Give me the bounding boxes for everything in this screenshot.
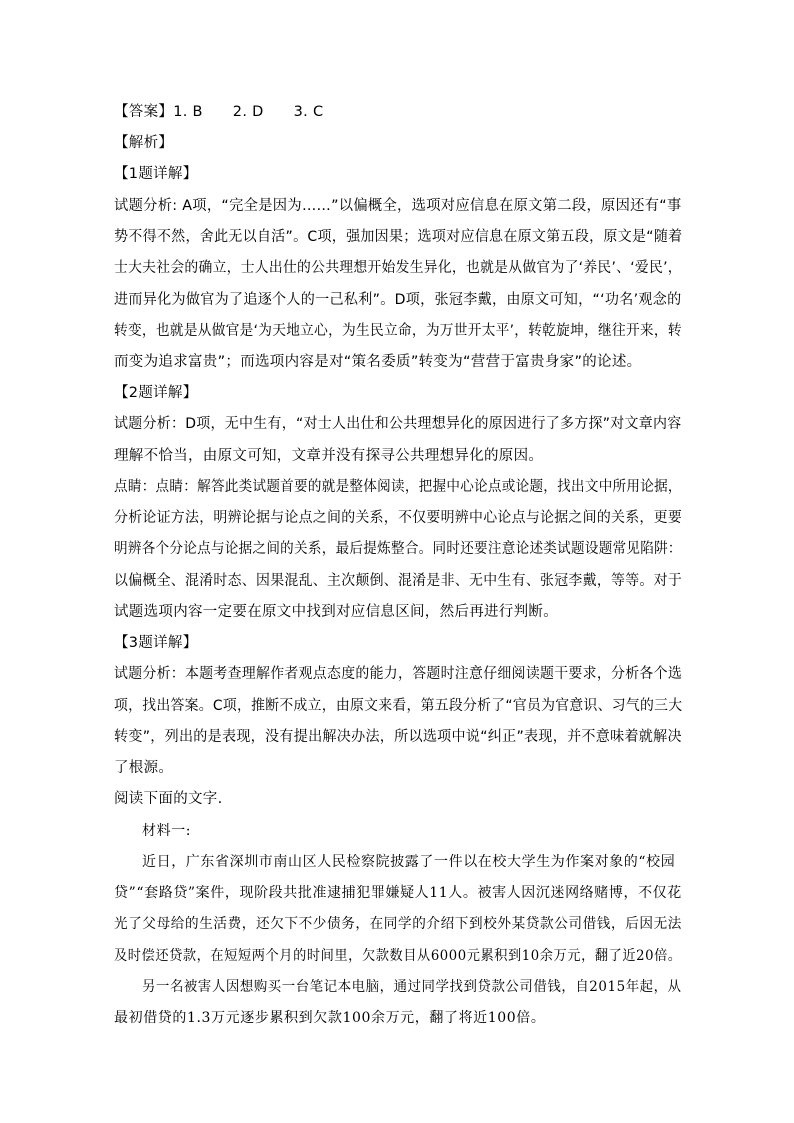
material-paragraph-line: 光了父母给的生活费，还欠下不少债务，在同学的介绍下到校外某贷款公司借钱，后因无法 (114, 916, 682, 932)
material-paragraph-line: 及时偿还贷款，在短短两个月的时间里，欠款数目从6000元累积到10余万元，翻了近20倍。 (114, 948, 682, 964)
q1-text-line: 进而异化为做官为了追逐个人的一己私利”。D项，张冠李戴，由原文可知，“‘功名’观念的 (114, 292, 682, 308)
q2-heading: 【2题详解】 (114, 385, 198, 401)
answer-3: 3. C (293, 104, 324, 120)
q3-text-line: 试题分析：本题考查理解作者观点态度的能力，答题时注意仔细阅读题干要求，分析各个选 (114, 666, 683, 682)
material-paragraph-line: 另一名被害人因想购买一台笔记本电脑，通过同学找到贷款公司借钱，自2015年起，从 (142, 979, 682, 995)
material-paragraph-line: 近日，广东省深圳市南山区人民检察院披露了一件以在校大学生为作案对象的“校园 (142, 854, 676, 870)
q1-text-line: 试题分析: A项，“完全是因为……”以偏概全，选项对应信息在原文第二段，原因还有“事 (114, 198, 682, 214)
q1-text-line: 势不得不然，舍此无以自活”。C项，强加因果；选项对应信息在原文第五段，原文是“随着 (114, 229, 683, 245)
answer-1: 1. B (173, 104, 203, 120)
material-paragraph-line: 最初借贷的1.3万元逐步累积到欠款100余万元，翻了将近100倍。 (114, 1010, 546, 1026)
q1-heading: 【1题详解】 (114, 166, 198, 182)
q3-text-line: 转变”，列出的是表现，没有提出解决办法，所以选项中说“纠正”表现，并不意味着就解决 (114, 729, 682, 745)
q1-text-line: 而变为追求富贵”；而选项内容是对“策名委质”转变为“营营于富贵身家”的论述。 (114, 354, 642, 370)
q2-note-line: 以偏概全、混淆时态、因果混乱、主次颠倒、混淆是非、无中生有、张冠李戴，等等。对于 (114, 573, 683, 589)
material-label: 材料一: (142, 823, 192, 839)
answer-label: 【答案】 (114, 104, 174, 120)
q2-note-line: 点睛：点睛：解答此类试题首要的就是整体阅读，把握中心论点或论题，找出文中所用论据， (114, 479, 682, 495)
answer-line (114, 102, 323, 122)
q3-text-line: 项，找出答案。C项，推断不成立，由原文来看，第五段分析了“官员为官意识、习气的三大 (114, 698, 683, 714)
q2-text-line: 试题分析：D项，无中生有，“对士人出仕和公共理想异化的原因进行了多方探”对文章内容 (114, 416, 682, 432)
answer-2: 2. D (232, 104, 264, 120)
q1-text-line: 转变，也就是从做官是‘为天地立心，为生民立命，为万世开太平’，转乾旋坤，继往开来，转 (114, 323, 682, 339)
q2-note-line: 明辨各个分论点与论据之间的关系，最后提炼整合。同时还要注意论述类试题设题常见陷阱： (114, 541, 682, 557)
q3-heading: 【3题详解】 (114, 635, 198, 651)
reading-prompt: 阅读下面的文字. (114, 791, 223, 807)
q1-text-line: 士大夫社会的确立，士人出仕的公共理想开始发生异化，也就是从做官为了‘养民’、‘爱民’， (114, 260, 682, 276)
q2-text-line: 理解不恰当，由原文可知，文章并没有探寻公共理想异化的原因。 (114, 448, 544, 464)
material-paragraph-line: 贷”“套路贷”案件，现阶段共批准逮捕犯罪嫌疑人11人。被害人因沉迷网络赌博，不仅花 (114, 885, 682, 901)
analysis-heading: 【解析】 (114, 135, 174, 151)
q2-note-line: 试题选项内容一定要在原文中找到对应信息区间，然后再进行判断。 (114, 604, 558, 620)
q2-note-line: 分析论证方法，明辨论据与论点之间的关系，不仅要明辨中心论点与论据之间的关系，更要 (114, 510, 683, 526)
q3-text-line: 了根源。 (114, 760, 174, 776)
